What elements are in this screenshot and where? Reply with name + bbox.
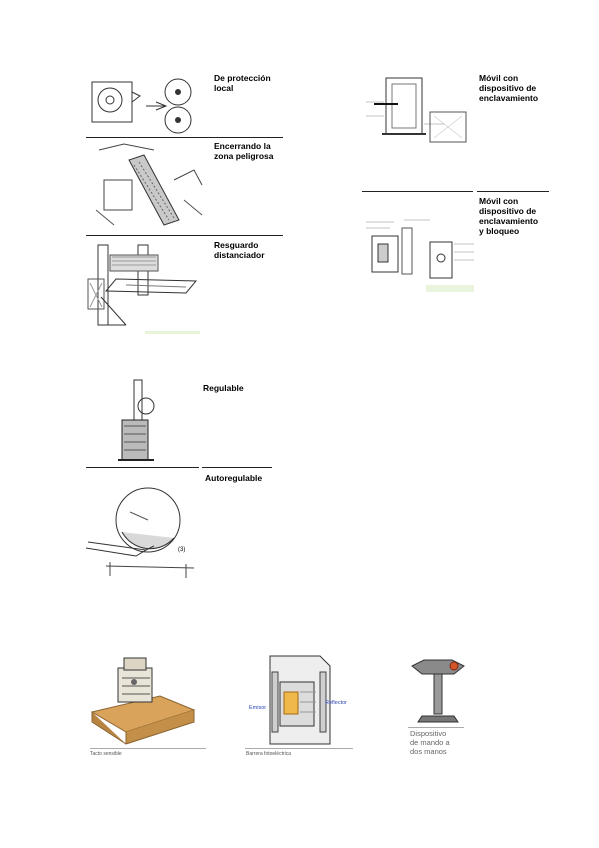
two-hand-control-figure (410, 656, 466, 724)
interlock-lock-figure (364, 214, 476, 294)
divider-line (408, 727, 464, 728)
divider-line (86, 467, 199, 468)
label-distanciador: Resguardo distanciador (214, 240, 265, 260)
label-autoregulable: Autoregulable (205, 473, 263, 483)
caption-reflector: Reflector (325, 700, 348, 706)
caption-emisor: Emisor (249, 705, 267, 711)
divider-line (477, 191, 549, 192)
caption-barrera: Barrera fotoeléctrica (246, 751, 292, 757)
divider-line (362, 191, 473, 192)
touch-sensitive-figure (90, 652, 200, 748)
label-encerrando: Encerrando la zona peligrosa (214, 141, 274, 161)
figure-mark-3: (3) (178, 547, 186, 553)
local-protection-figure (86, 72, 206, 136)
divider-line (202, 467, 272, 468)
label-movil-bloqueo: Móvil con dispositivo de enclavamiento y bloqueo (479, 196, 539, 236)
caption-tacto: Tacto sensible (90, 751, 122, 757)
divider-line (86, 235, 283, 236)
interlock-figure (364, 72, 472, 152)
divider-line (245, 748, 353, 749)
self-adjusting-guard-figure (86, 472, 201, 584)
label-regulable: Regulable (203, 383, 244, 393)
highlight-bar (145, 331, 200, 334)
distance-guard-figure (86, 237, 206, 335)
label-local: De protección local (214, 73, 271, 93)
divider-line (90, 748, 206, 749)
label-movil-enclav: Móvil con dispositivo de enclavamiento (479, 73, 539, 103)
caption-dispositivo: Dispositivo de mando a dos manos (410, 729, 450, 756)
divider-line (86, 137, 283, 138)
highlight-box (426, 285, 474, 292)
enclosure-figure (94, 140, 204, 230)
adjustable-guard-figure (110, 378, 170, 466)
